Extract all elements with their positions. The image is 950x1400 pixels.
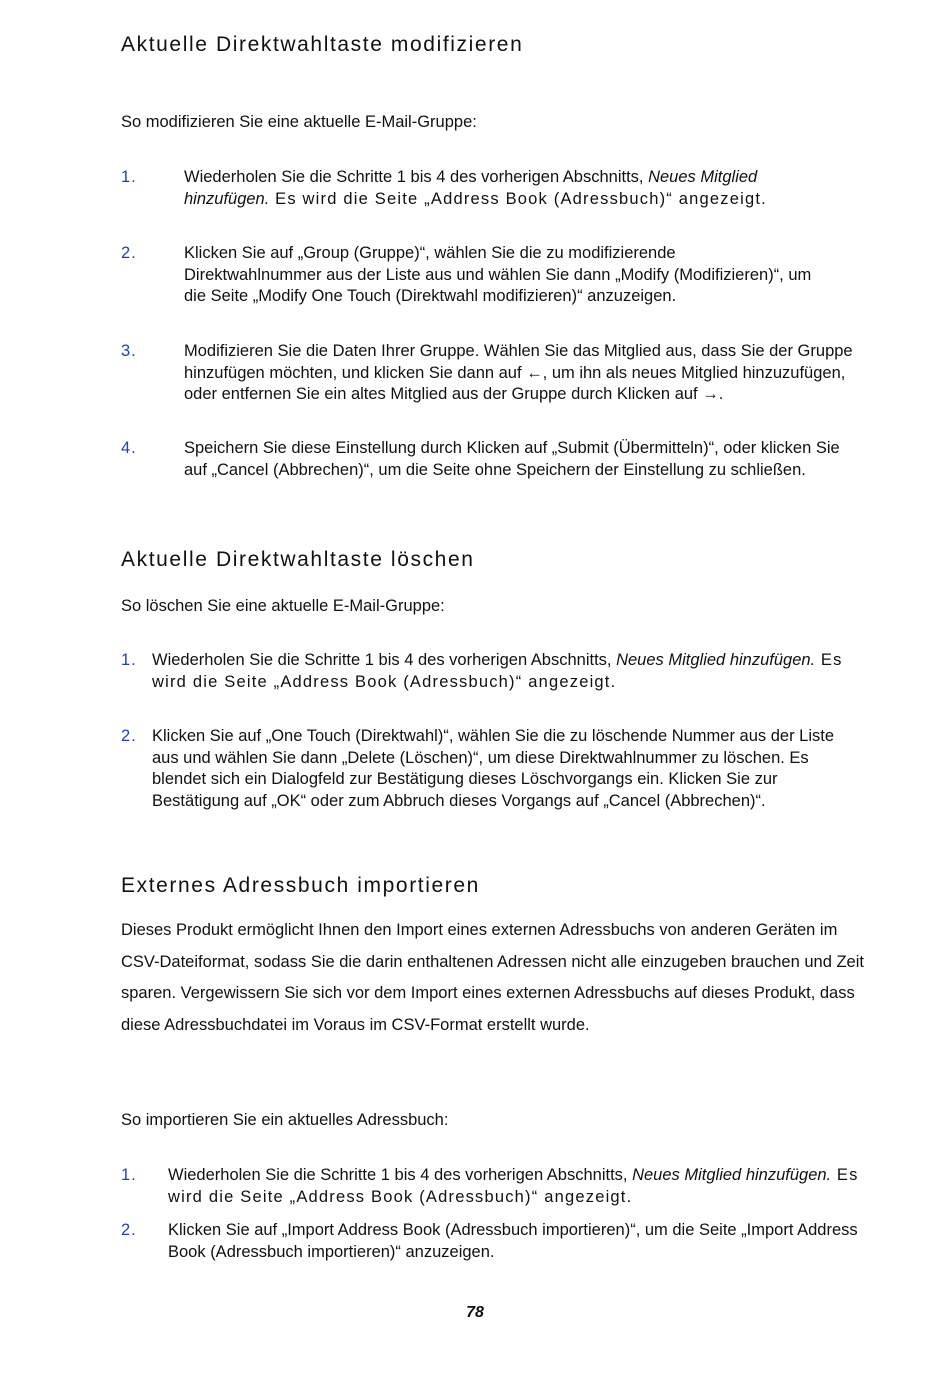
step-number: 1. xyxy=(121,1166,137,1184)
list-item xyxy=(121,1220,861,1264)
section-intro: So modifizieren Sie eine aktuelle E-Mail-Gruppe: xyxy=(121,113,477,131)
step-text: Speichern Sie diese Einstellung durch Klicken auf „Submit (Übermitteln)“, oder klicken Sie auf „Cancel (Abbrechen)“, um die Seite ohne Speichern der Einstellung zu schließen. xyxy=(184,439,840,479)
step-number: 4. xyxy=(121,439,137,457)
step-text: Wiederholen Sie die Schritte 1 bis 4 des vorherigen Abschnitts, Neues Mitglied hinzufügen. Es wird die Seite „Address Book (Adressbuch)“ angezeigt. xyxy=(152,651,843,691)
step-text: Wiederholen Sie die Schritte 1 bis 4 des vorherigen Abschnitts, Neues Mitglied hinzufügen. Es wird die Seite „Address Book (Adressbuch)“ angezeigt. xyxy=(168,1166,859,1206)
step-text: Klicken Sie auf „Import Address Book (Adressbuch importieren)“, um die Seite „Import Address Book (Adressbuch importieren)“ anzuzeigen. xyxy=(168,1221,858,1261)
step-number: 2. xyxy=(121,244,137,262)
section-heading: Externes Adressbuch importieren xyxy=(121,874,480,897)
body-paragraph: Dieses Produkt ermöglicht Ihnen den Import eines externen Adressbuchs von anderen Geräten im CSV-Dateiformat, sodass Sie die darin enthaltenen Adressen nicht alle einzugeben brauchen und Zeit sparen. Vergewissern Sie sich vor dem Import eines externen Adressbuchs auf dieses Produkt, dass diese Adressbuchdatei im Voraus im CSV-Format erstellt wurde. xyxy=(121,921,864,1035)
section-intro: So löschen Sie eine aktuelle E-Mail-Gruppe: xyxy=(121,597,445,615)
list-item xyxy=(121,167,861,233)
step-number: 2. xyxy=(121,1221,137,1239)
list-item xyxy=(121,438,861,504)
list-item xyxy=(121,726,861,836)
list-item xyxy=(121,341,861,429)
list-item xyxy=(121,650,861,694)
section-intro: So importieren Sie ein aktuelles Adressbuch: xyxy=(121,1111,449,1129)
list-item xyxy=(121,1165,861,1209)
step-text: Wiederholen Sie die Schritte 1 bis 4 des vorherigen Abschnitts, Neues Mitglied hinzufügen. Es wird die Seite „Address Book (Adressbuch)“ angezeigt. xyxy=(184,168,767,208)
section-heading: Aktuelle Direktwahltaste löschen xyxy=(121,548,475,571)
step-number: 2. xyxy=(121,727,137,745)
list-item xyxy=(121,243,861,331)
step-number: 3. xyxy=(121,342,137,360)
step-text: Modifizieren Sie die Daten Ihrer Gruppe. Wählen Sie das Mitglied aus, dass Sie der Gruppe hinzufügen möchten, und klicken Sie dann auf ←, um ihn als neues Mitglied hinzuzufügen, oder entfernen Sie ein altes Mitglied aus der Gruppe durch Klicken auf →. xyxy=(184,342,853,403)
section-heading: Aktuelle Direktwahltaste modifizieren xyxy=(121,33,524,56)
page-number: 78 xyxy=(466,1304,484,1321)
step-text: Klicken Sie auf „One Touch (Direktwahl)“, wählen Sie die zu löschende Nummer aus der Liste aus und wählen Sie dann „Delete (Löschen)“, um diese Direktwahlnummer zu löschen. Es blendet sich ein Dialogfeld zur Bestätigung dieses Löschvorgangs ein. Klicken Sie zur Bestätigung auf „OK“ oder zum Abbruch dieses Vorgangs auf „Cancel (Abbrechen)“. xyxy=(152,727,835,810)
step-number: 1. xyxy=(121,651,137,669)
step-text: Klicken Sie auf „Group (Gruppe)“, wählen Sie die zu modifizierende Direktwahlnummer aus der Liste aus und wählen Sie dann „Modify (Modifizieren)“, um die Seite „Modify One Touch (Direktwahl modifizieren)“ anzuzeigen. xyxy=(184,244,812,305)
step-number: 1. xyxy=(121,168,137,186)
